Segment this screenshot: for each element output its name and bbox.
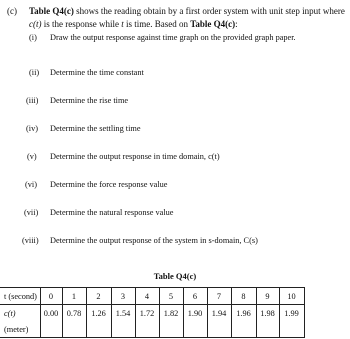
question-label: (v) xyxy=(27,152,37,161)
time-variable: t xyxy=(121,19,124,29)
response-cell: 1.94 xyxy=(207,305,231,322)
empty-cell xyxy=(111,321,135,338)
time-cell: 5 xyxy=(159,288,183,305)
intro-line-1-text: shows the reading obtain by a first order system with unit step input where xyxy=(73,6,345,16)
response-cell: 1.54 xyxy=(111,305,135,322)
intro-line-2-text-b: is time. Based on xyxy=(123,19,191,29)
intro-line-2-text-a: is the response while xyxy=(41,19,122,29)
question-text: Determine the output response in time domain, c(t) xyxy=(50,152,220,161)
question-text: Determine the output response of the system in s-domain, C(s) xyxy=(50,236,258,245)
table-reference: Table Q4(c) xyxy=(29,6,74,16)
time-cell: 7 xyxy=(207,288,231,305)
empty-cell xyxy=(183,321,207,338)
empty-cell xyxy=(86,321,111,338)
empty-cell xyxy=(231,321,256,338)
data-table xyxy=(0,287,305,338)
row-header-time: t (second) xyxy=(0,288,40,305)
time-cell: 8 xyxy=(231,288,256,305)
time-cell: 9 xyxy=(256,288,279,305)
response-cell: 1.82 xyxy=(159,305,183,322)
response-cell: 1.72 xyxy=(135,305,159,322)
question-label: (ii) xyxy=(29,68,40,77)
question-text: Draw the output response against time graph on the provided graph paper. xyxy=(50,33,296,42)
table-caption: Table Q4(c) xyxy=(153,271,197,281)
time-cell: 6 xyxy=(183,288,207,305)
question-label: (vii) xyxy=(24,208,39,217)
time-cell: 4 xyxy=(135,288,159,305)
empty-cell xyxy=(159,321,183,338)
empty-cell xyxy=(62,321,86,338)
question-text: Determine the time constant xyxy=(50,68,144,77)
time-row xyxy=(0,288,304,305)
response-cell: 1.99 xyxy=(279,305,304,322)
row-header-response: c(t) xyxy=(0,305,40,322)
empty-cell xyxy=(40,321,62,338)
time-cell: 3 xyxy=(111,288,135,305)
intro-line-2 xyxy=(29,19,238,30)
response-cell: 1.96 xyxy=(231,305,256,322)
empty-cell xyxy=(207,321,231,338)
question-text: Determine the rise time xyxy=(50,96,129,105)
empty-cell xyxy=(256,321,279,338)
response-cell: 0.78 xyxy=(62,305,86,322)
row-header-unit: (meter) xyxy=(0,321,40,338)
unit-row xyxy=(0,321,304,338)
response-variable: c(t) xyxy=(29,19,42,29)
response-cell: 1.26 xyxy=(86,305,111,322)
empty-cell xyxy=(135,321,159,338)
time-cell: 0 xyxy=(40,288,62,305)
question-label: (vi) xyxy=(25,180,37,189)
question-text: Determine the natural response value xyxy=(50,208,174,217)
question-text: Determine the force response value xyxy=(50,180,168,189)
response-cell: 1.90 xyxy=(183,305,207,322)
question-label: (i) xyxy=(29,33,37,42)
question-label: (iii) xyxy=(26,96,39,105)
question-label: (viii) xyxy=(22,236,39,245)
response-cell: 0.00 xyxy=(40,305,62,322)
time-cell: 1 xyxy=(62,288,86,305)
response-cell: 1.98 xyxy=(256,305,279,322)
response-row xyxy=(0,305,304,322)
intro-line-2-end: : xyxy=(235,19,238,29)
empty-cell xyxy=(279,321,304,338)
intro-line-1 xyxy=(29,6,345,17)
time-cell: 2 xyxy=(86,288,111,305)
time-cell: 10 xyxy=(279,288,304,305)
question-label: (iv) xyxy=(26,124,38,133)
question-text: Determine the settling time xyxy=(50,124,141,133)
table-reference-2: Table Q4(c) xyxy=(190,19,236,29)
part-label: (c) xyxy=(7,6,17,16)
